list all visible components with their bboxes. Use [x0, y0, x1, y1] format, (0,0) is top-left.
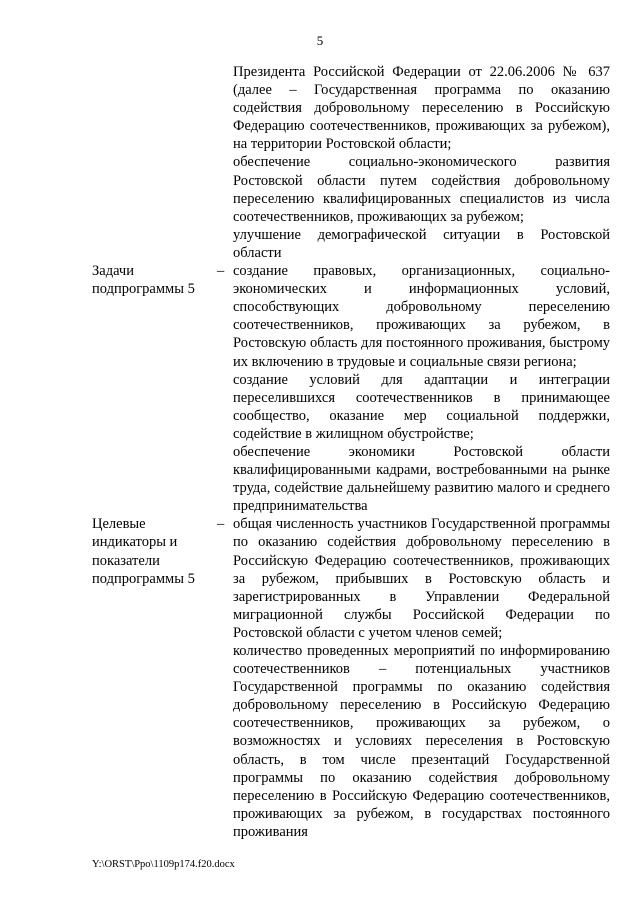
- paragraph: общая численность участников Государственной программы по оказанию содействия добровольному переселению в Российскую Федерацию соотечественников, проживающих за рубежом, прибывших в Ростовскую область и зарегистрированных в Управлении Федеральной миграционной службы Российской Федерации по Ростовской области с учетом членов семей;: [233, 516, 610, 641]
- paragraph: обеспечение экономики Ростовской области квалифицированными кадрами, востребованными на рынке труда, содействие дальнейшему развитию малого и среднего предпринимательства: [233, 443, 610, 515]
- paragraph: создание правовых, организационных, социально-экономических и информационных условий, способствующих добровольному переселению соотечественников, проживающих за рубежом, в Ростовскую область для постоянного проживания, быстрому их включению в трудовые и социальные связи региона;: [233, 263, 610, 370]
- section-text: [233, 63, 610, 262]
- paragraph: создание условий для адаптации и интеграции переселившихся соотечественников в принимающее сообщество, оказание мер социальной поддержки, содействие в жилищном обустройстве;: [233, 371, 610, 442]
- paragraph: Президента Российской Федерации от 22.06.2006 № 637 (далее – Государственная программа по оказанию содействия добровольному переселению в Российскую Федерацию соотечественников, проживающих за рубежом), на территории Ростовской области;: [233, 64, 610, 153]
- section-dash: –: [217, 516, 225, 533]
- section-indicators: [92, 515, 612, 841]
- passport-table: [92, 63, 612, 841]
- section-label: Целевые индикаторы и показатели подпрограммы 5: [92, 516, 195, 587]
- section-label: Задачи подпрограммы 5: [92, 263, 195, 298]
- section-text: [233, 262, 610, 515]
- paragraph: обеспечение социально-экономического развития Ростовской области путем содействия добровольному переселению квалифицированных специалистов из числа соотечественников, проживающих за рубежом;: [233, 154, 610, 225]
- section-label: [92, 63, 217, 262]
- paragraph: улучшение демографической ситуации в Ростовской области: [233, 226, 610, 261]
- section-tasks: [92, 262, 612, 515]
- section-goals-continued: [92, 63, 612, 262]
- section-dash: –: [217, 263, 225, 280]
- paragraph: количество проведенных мероприятий по информированию соотечественников – потенциальных участников Государственной программы по оказанию содействия добровольному переселению в Российскую Федерацию соотечественников, проживающих за рубежом, о возможностях и условиях переселения в Ростовскую область, в том числе презентаций Государственной программы по оказанию содействия добровольному переселению в Российскую Федерацию соотечественников, проживающих за рубежом, в государствах постоянного проживания: [233, 643, 610, 840]
- section-text: [233, 515, 610, 841]
- section-dash: [217, 63, 233, 262]
- page-number: 5: [316, 33, 324, 48]
- file-path-footer: Y:\ORST\Ppo\1109p174.f20.docx: [92, 859, 235, 870]
